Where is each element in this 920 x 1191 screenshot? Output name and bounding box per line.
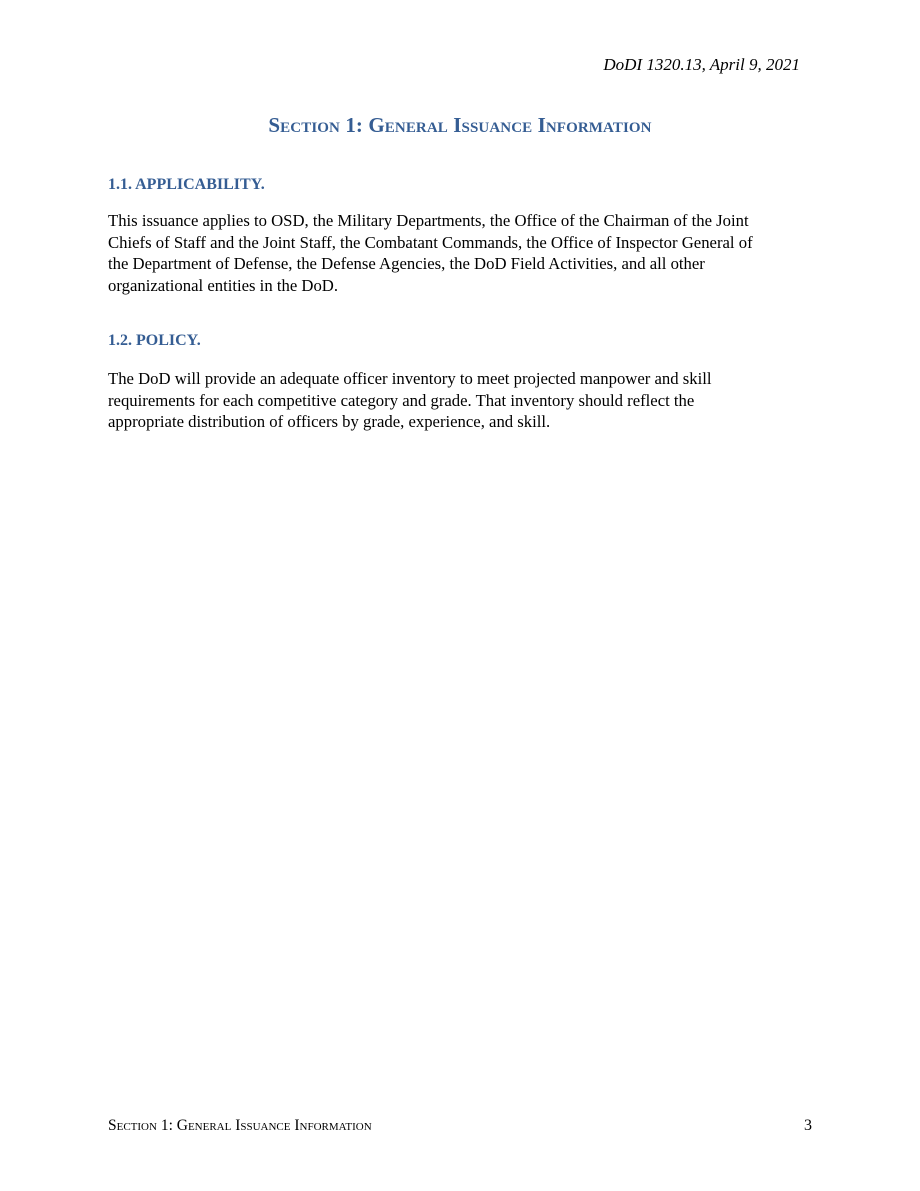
paragraph-line: organizational entities in the DoD.	[108, 275, 339, 295]
paragraph-line: This issuance applies to OSD, the Military Departments, the Office of the Chairman of the Joint	[108, 211, 749, 230]
paragraph-line: appropriate distribution of officers by grade, experience, and skill.	[108, 412, 551, 431]
page-number: 3	[804, 1117, 812, 1134]
heading-applicability: 1.1. APPLICABILITY.	[108, 176, 265, 193]
paragraph-policy	[108, 368, 818, 433]
heading-policy: 1.2. POLICY.	[108, 332, 201, 349]
paragraph-applicability	[108, 210, 818, 296]
section-title: Section 1: General Issuance Information	[268, 113, 652, 137]
paragraph-line: requirements for each competitive category and grade. That inventory should reflect the	[108, 390, 695, 410]
paragraph-line: Chiefs of Staff and the Joint Staff, the Combatant Commands, the Office of Inspector General of	[108, 232, 753, 252]
paragraph-line: the Department of Defense, the Defense Agencies, the DoD Field Activities, and all other	[108, 254, 705, 273]
running-footer: Section 1: General Issuance Information	[108, 1117, 372, 1134]
running-header: DoDI 1320.13, April 9, 2021	[603, 55, 800, 74]
paragraph-line: The DoD will provide an adequate officer inventory to meet projected manpower and skill	[108, 369, 712, 388]
